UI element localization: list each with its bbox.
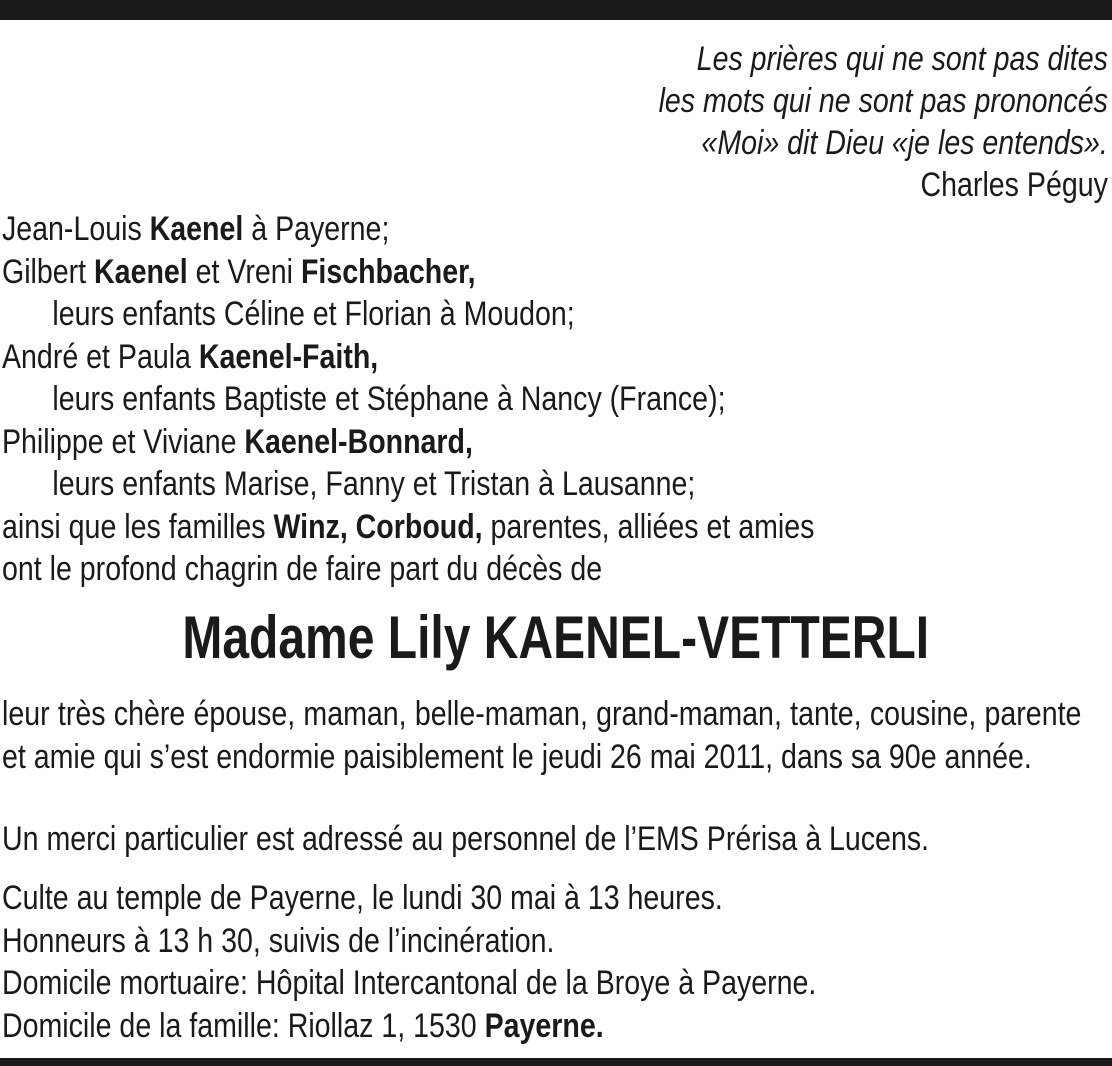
deceased-name: Madame Lily KAENEL-VETTERLI: [182, 604, 930, 671]
family-line: [2, 506, 814, 549]
family-list: [2, 208, 814, 591]
service-line: Culte au temple de Payerne, le lundi 30 mai à 13 heures.: [2, 879, 723, 917]
deceased-name-heading: [0, 598, 1112, 678]
family-text: Gilbert: [2, 252, 95, 291]
family-text: à Payerne;: [243, 210, 390, 248]
family-address: Domicile de la famille: Riollaz 1, 1530: [2, 1006, 485, 1045]
quote-line: Les prières qui ne sont pas dites: [696, 40, 1108, 78]
family-text: parentes, alliées et amies: [482, 507, 815, 546]
family-surname: Kaenel-Faith,: [198, 337, 379, 376]
family-text: Philippe et Viviane: [2, 422, 245, 461]
family-surname: Fischbacher,: [300, 252, 476, 291]
quote-line: «Moi» dit Dieu «je les entends».: [701, 124, 1108, 162]
family-surname: Kaenel: [149, 210, 244, 248]
quote-line: les mots qui ne sont pas prononcés: [658, 82, 1108, 120]
family-line: [2, 336, 814, 379]
family-line-children: leurs enfants Baptiste et Stéphane à Nancy (France);: [52, 380, 726, 418]
family-line-children: leurs enfants Céline et Florian à Moudon;: [52, 295, 575, 333]
family-text: André et Paula: [2, 337, 199, 376]
family-town: Payerne.: [484, 1006, 604, 1045]
service-line: Honneurs à 13 h 30, suivis de l’incinération.: [2, 921, 555, 960]
family-line: [2, 208, 814, 251]
epigraph-quote: [659, 38, 1108, 206]
quote-author: Charles Péguy: [920, 166, 1108, 204]
service-line: [2, 1005, 816, 1048]
family-surname: Kaenel: [94, 252, 188, 291]
family-text: Jean-Louis: [2, 210, 150, 248]
top-rule: [0, 0, 1112, 20]
family-text: ainsi que les familles: [2, 507, 274, 546]
family-line: [2, 251, 814, 294]
service-line: Domicile mortuaire: Hôpital Intercantonal de la Broye à Payerne.: [2, 964, 817, 1002]
service-details: [2, 877, 816, 1047]
family-text: et Vreni: [187, 252, 301, 291]
bottom-rule: [0, 1058, 1112, 1066]
family-line: [2, 421, 814, 464]
family-surname: Kaenel-Bonnard,: [244, 422, 473, 461]
family-line: ont le profond chagrin de faire part du décès de: [2, 550, 603, 588]
thanks-line: Un merci particulier est adressé au personnel de l’EMS Prérisa à Lucens.: [2, 820, 930, 858]
tribute-paragraph: leur très chère épouse, maman, belle-maman, grand-maman, tante, cousine, parente et amie qui s’est endormie paisiblement le jeudi 26 mai 2011, dans sa 90e année.: [2, 695, 1082, 776]
family-surname: Winz, Corboud,: [273, 507, 483, 546]
family-line-children: leurs enfants Marise, Fanny et Tristan à Lausanne;: [52, 465, 696, 503]
